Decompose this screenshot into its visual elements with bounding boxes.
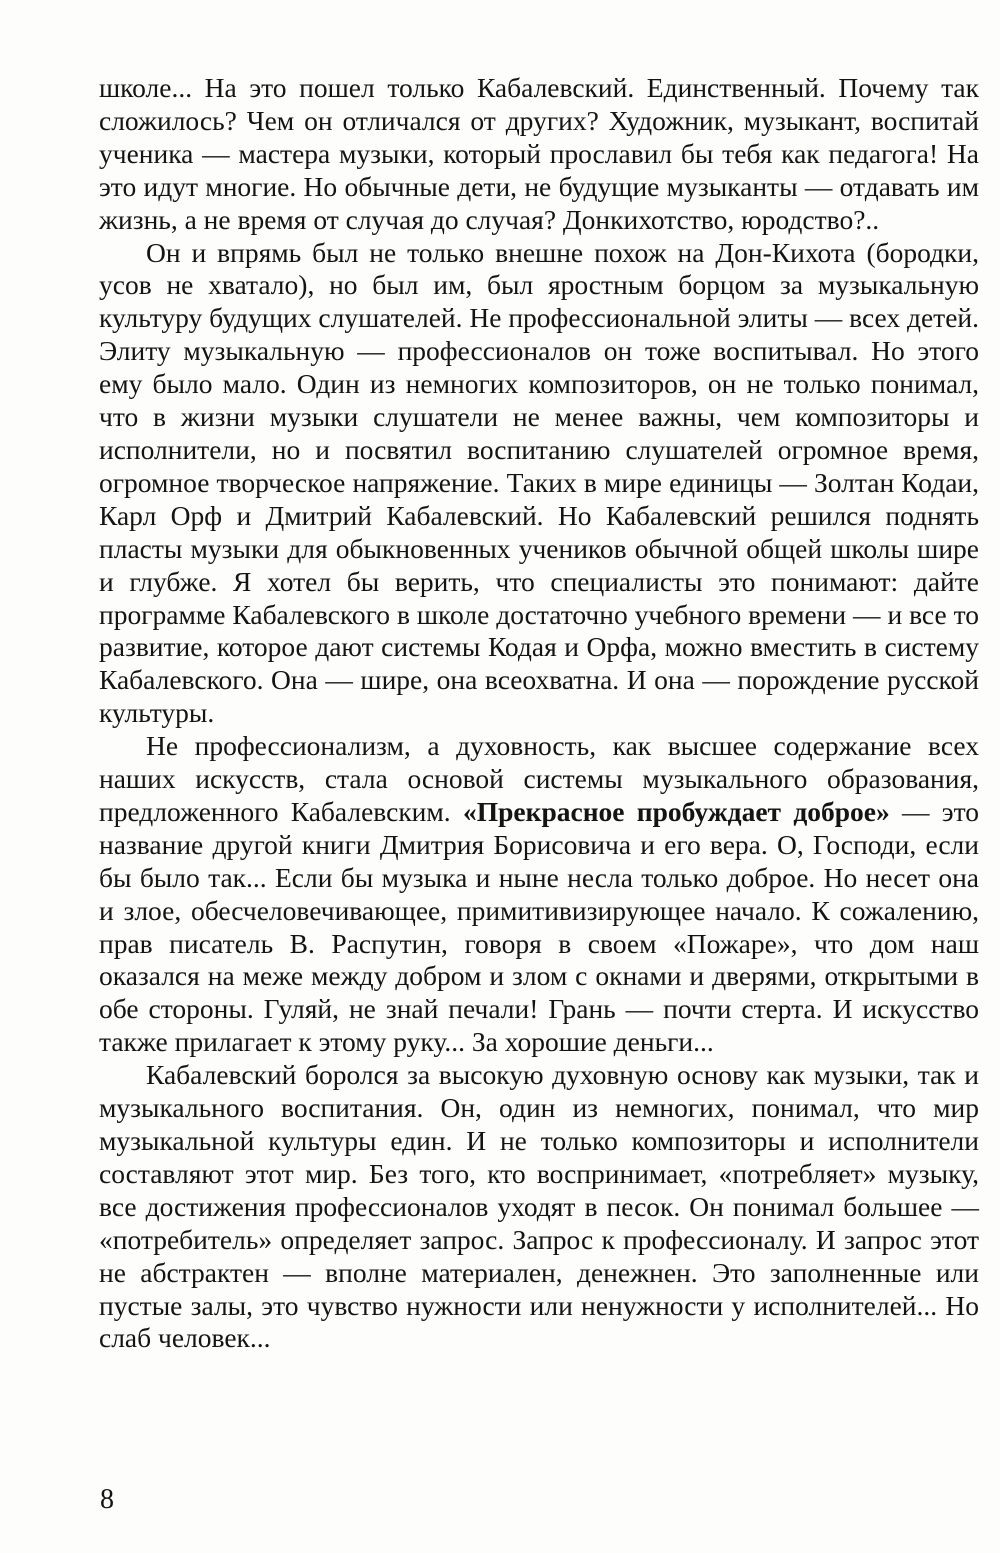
book-title-bold: «Прекрасное пробуждает доброе» bbox=[462, 795, 890, 827]
paragraph-3-text-before: Не профессионализм, а духовность, как высшее содержание всех наших искусств, стала основой системы музыкального образования, предложенного Кабалевским. bbox=[99, 730, 979, 827]
paragraph-3 bbox=[99, 730, 979, 1059]
page-number: 8 bbox=[100, 1484, 114, 1515]
paragraph-2: Он и впрямь был не только внешне похож на Дон-Кихота (бородки, усов не хватало), но был им, был яростным борцом за музыкальную культуру будущих слушателей. Не профессиональной элиты — всех детей. Элиту музыкальную — профессионалов он тоже воспитывал. Но этого ему было мало. Один из немногих композиторов, он не только понимал, что в жизни музыки слушатели не менее важны, чем композиторы и исполнители, но и посвятил воспитанию слушателей огромное время, огромное творческое напряжение. Таких в мире единицы — Золтан Кодаи, Карл Орф и Дмитрий Кабалевский. Но Кабалевский решился поднять пласты музыки для обыкновенных учеников обычной общей школы шире и глубже. Я хотел бы верить, что специалисты это понимают: дайте программе Кабалевского в школе достаточно учебного времени — и все то развитие, которое дают системы Кодая и Орфа, можно вместить в систему Кабалевского. Она — шире, она всеохватна. И она — порождение русской культуры. bbox=[99, 236, 979, 729]
paragraph-1: школе... На это пошел только Кабалевский. Единственный. Почему так сложилось? Чем он отличался от других? Художник, музыкант, воспитай ученика — мастера музыки, который прославил бы тебя как педагога! На это идут многие. Но обычные дети, не будущие музыканты — отдавать им жизнь, а не время от случая до случая? Донкихотство, юродство?.. bbox=[99, 72, 979, 235]
body-text bbox=[99, 72, 979, 1355]
paragraph-4: Кабалевский боролся за высокую духовную основу как музыки, так и музыкального воспитания. Он, один из немногих, понимал, что мир музыкальной культуры един. И не только композиторы и исполнители составляют этот мир. Без того, кто воспринимает, «потребляет» музыку, все достижения профессионалов уходят в песок. Он понимал большее — «потребитель» определяет запрос. Запрос к профессионалу. И запрос этот не абстрактен — вполне материален, денежнен. Это заполненные или пустые залы, это чувство нужности или ненужности у исполнителей... Но слаб человек... bbox=[99, 1059, 979, 1354]
paragraph-3-text-after: — это название другой книги Дмитрия Борисовича и его вера. О, Господи, если бы было так... Если бы музыка и ныне несла только доброе. Но несет она и злое, обесчеловечивающее, примитивизирующее начало. К сожалению, прав писатель В. Распутин, говоря в своем «Пожаре», что дом наш оказался на меже между добром и злом с окнами и дверями, открытыми в обе стороны. Гуляй, не знай печали! Грань — почти стерта. И искусство также прилагает к этому руку... За хорошие деньги... bbox=[99, 795, 979, 1058]
